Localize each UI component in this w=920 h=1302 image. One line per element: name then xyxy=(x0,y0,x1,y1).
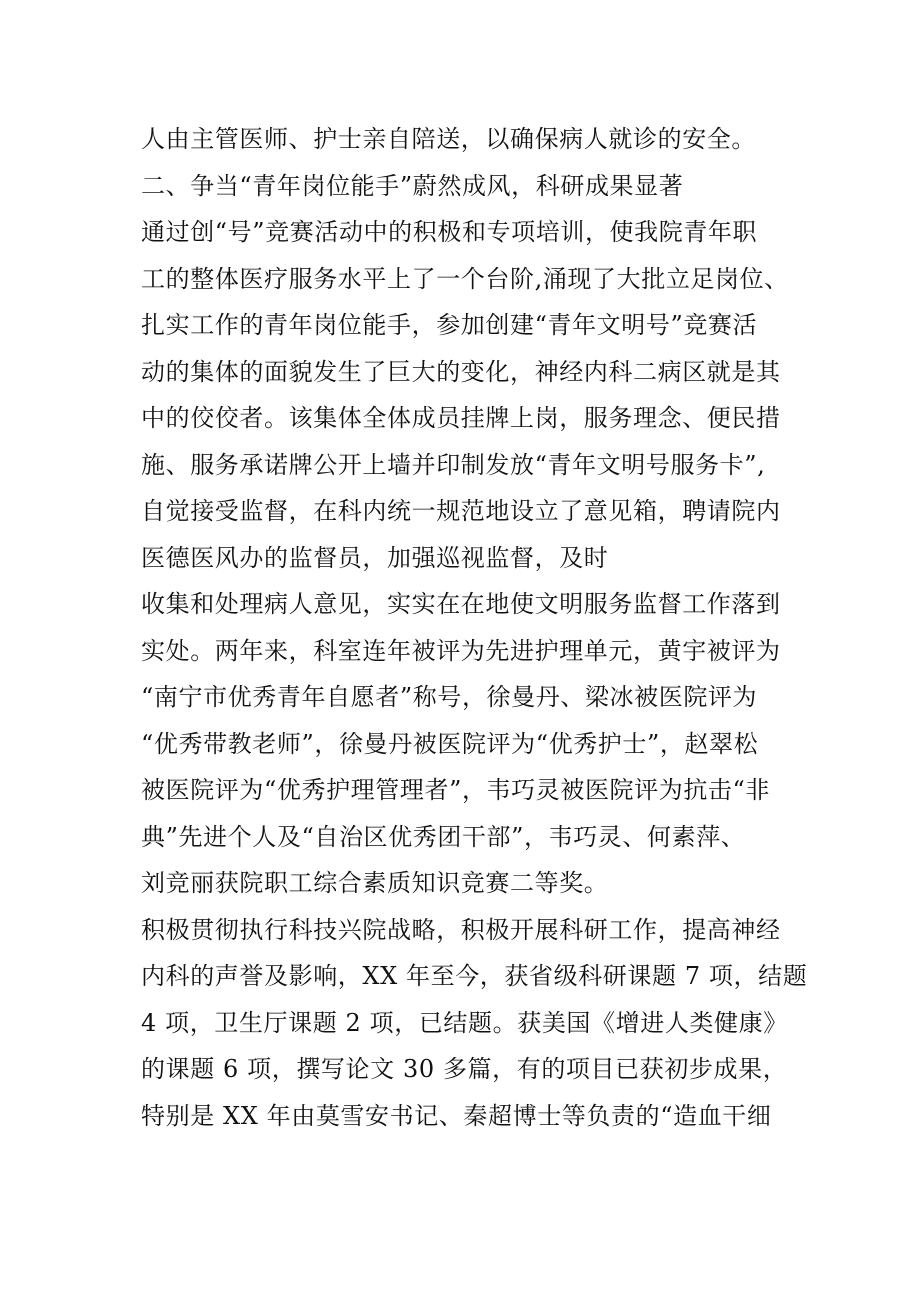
text-line: 收集和处理病人意见，实实在在地使文明服务监督工作落到 xyxy=(141,590,781,618)
text-line: 4 项，卫生厅课题 2 项，已结题。获美国《增进人类健康》 xyxy=(141,1008,788,1037)
text-line: 施、服务承诺牌公开上墙并印制发放“青年文明号服务卡”, xyxy=(141,450,766,479)
text-line: 自觉接受监督，在科内统一规范地设立了意见箱，聘请院内 xyxy=(141,497,781,525)
text-line: 积极贯彻执行科技兴院战略，积极开展科研工作，提高神经 xyxy=(141,915,781,944)
text-line: 通过创“号”竞赛活动中的积极和专项培训，使我院青年职 xyxy=(141,218,758,246)
text-line: 工的整体医疗服务水平上了一个台阶,涌现了大批立足岗位、 xyxy=(141,264,789,293)
section-heading: 二、争当“青年岗位能手”蔚然成风，科研成果显著 xyxy=(141,171,684,200)
text-line: 动的集体的面貌发生了巨大的变化，神经内科二病区就是其 xyxy=(141,357,781,386)
text-line: 典”先进个人及“自治区优秀团干部”，韦巧灵、何素萍、 xyxy=(141,822,746,851)
text-line: 中的佼佼者。该集体全体成员挂牌上岗，服务理念、便民措 xyxy=(141,404,781,432)
text-line: 特别是 XX 年由莫雪安书记、秦超博士等负责的“造血干细 xyxy=(141,1101,772,1130)
text-line: 的课题 6 项，撰写论文 30 多篇，有的项目已获初步成果， xyxy=(141,1055,788,1083)
text-line: 被医院评为“优秀护理管理者”，韦巧灵被医院评为抗击“非 xyxy=(141,776,771,804)
text-line: 人由主管医师、护士亲自陪送，以确保病人就诊的安全。 xyxy=(141,125,756,153)
text-line: 内科的声誉及影响，XX 年至今，获省级科研课题 7 项，结题 xyxy=(141,962,808,990)
text-line: “优秀带教老师”，徐曼丹被医院评为“优秀护士”，赵翠松 xyxy=(141,729,759,758)
text-line: “南宁市优秀青年自愿者”称号，徐曼丹、梁冰被医院评为 xyxy=(141,683,758,711)
text-line: 实处。两年来，科室连年被评为先进护理单元，黄宇被评为 xyxy=(141,636,781,665)
text-line: 医德医风办的监督员，加强巡视监督，及时 xyxy=(141,543,609,572)
text-line: 扎实工作的青年岗位能手，参加创建“青年文明号”竞赛活 xyxy=(141,311,758,339)
document-body xyxy=(141,116,808,1139)
text-line: 刘竞丽获院职工综合素质知识竞赛二等奖。 xyxy=(141,869,609,897)
